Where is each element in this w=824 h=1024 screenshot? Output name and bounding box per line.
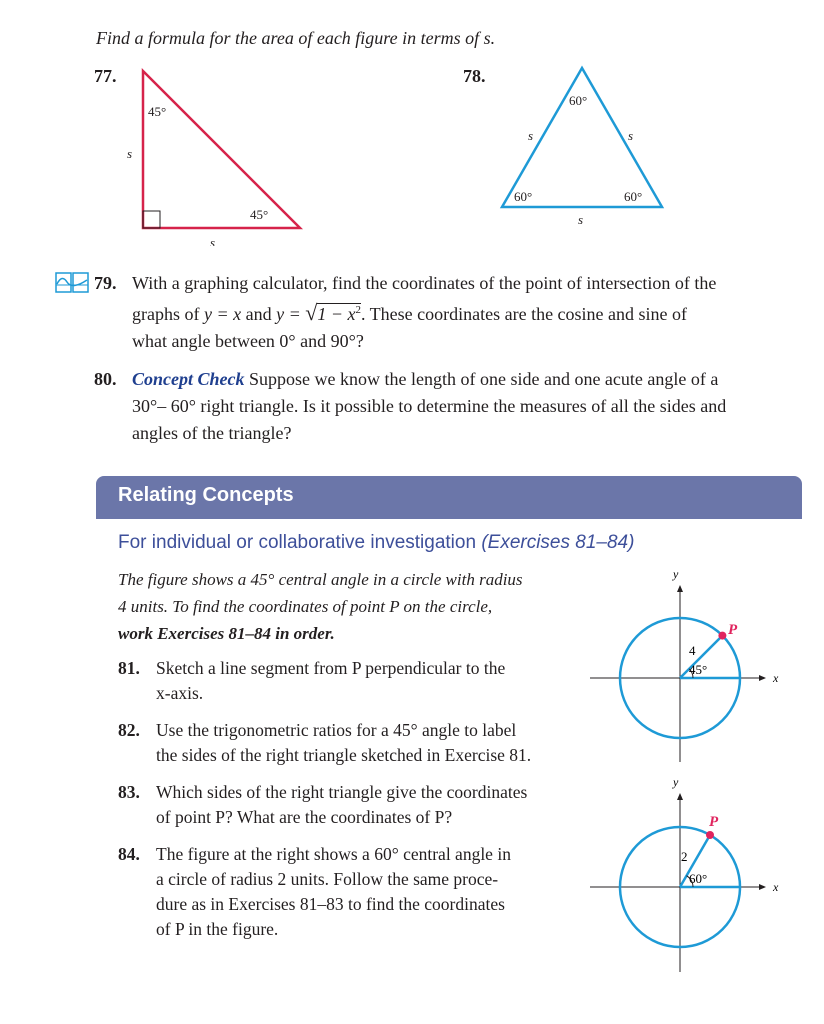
exercise-84-line3: dure as in Exercises 81–83 to find the coordinates bbox=[156, 894, 505, 914]
relating-concepts-rule bbox=[96, 518, 802, 519]
x-axis-label: x bbox=[773, 880, 779, 894]
radicand-text: 1 − x bbox=[317, 304, 356, 324]
exercise-81-number: 81. bbox=[118, 658, 140, 678]
fig78-right-angle: 60° bbox=[624, 189, 643, 204]
equation-1: y = x bbox=[203, 304, 242, 324]
exercise-79-line1: With a graphing calculator, find the coordinates of the point of intersection of the bbox=[132, 273, 717, 293]
equation-2-lhs: y = bbox=[276, 304, 301, 324]
intro-line1: The figure shows a 45° central angle in a circle with radius bbox=[118, 570, 523, 589]
point-p bbox=[706, 831, 714, 839]
relating-concepts-title: Relating Concepts bbox=[118, 484, 294, 506]
fig78-right-side: s bbox=[628, 128, 634, 143]
exercise-77-number: 77. bbox=[94, 66, 117, 86]
y-axis-label: y bbox=[673, 775, 679, 789]
fig77-right-angle: 45° bbox=[250, 207, 269, 222]
fig77-bottom-side: s bbox=[210, 235, 216, 246]
ex79-text-and: and bbox=[245, 304, 272, 324]
exercise-81-line2: x-axis. bbox=[156, 683, 204, 703]
exercise-78-number: 78. bbox=[463, 66, 486, 86]
intro-line2: 4 units. To find the coordinates of point P on the circle, bbox=[118, 597, 493, 616]
right-angle-marker bbox=[143, 211, 160, 228]
exercise-81 bbox=[118, 656, 578, 706]
radicand-exponent: 2 bbox=[355, 304, 361, 316]
fig77-left-side: s bbox=[127, 146, 133, 161]
radius-label: 2 bbox=[681, 849, 688, 864]
exercise-83-line1: Which sides of the right triangle give the coordinates bbox=[156, 782, 528, 802]
exercise-82-line1: Use the trigonometric ratios for a 45° angle to label bbox=[156, 720, 517, 740]
angle-label: 60° bbox=[689, 871, 708, 886]
angle-label: 45° bbox=[689, 662, 708, 677]
exercise-80-line2: 30°– 60° right triangle. Is it possible to determine the measures of all the sides and bbox=[132, 396, 727, 416]
exercise-80 bbox=[94, 366, 804, 447]
radical-sign: √ bbox=[305, 300, 318, 325]
exercise-81-line1: Sketch a line segment from P perpendicular to the bbox=[156, 658, 506, 678]
exercise-84-number: 84. bbox=[118, 844, 140, 864]
x-axis-label: x bbox=[773, 671, 779, 685]
radius-label: 4 bbox=[689, 643, 696, 658]
exercise-83-line2: of point P? What are the coordinates of P? bbox=[156, 807, 453, 827]
exercise-83-number: 83. bbox=[118, 782, 140, 802]
ex80-text-line1: Suppose we know the length of one side and one acute angle of a bbox=[249, 369, 719, 389]
exercise-84-line4: of P in the figure. bbox=[156, 919, 279, 939]
ex79-text-these-coordinates: . These coordinates are the cosine and sine of bbox=[360, 304, 688, 324]
exercise-79-line3: what angle between 0° and 90°? bbox=[132, 331, 364, 351]
triangle-77 bbox=[143, 71, 300, 228]
exercise-84 bbox=[118, 842, 578, 942]
fig77-top-angle: 45° bbox=[148, 104, 167, 119]
exercise-80-line3: angles of the triangle? bbox=[132, 423, 292, 443]
exercise-83 bbox=[118, 780, 578, 830]
intro-line3 bbox=[118, 620, 568, 647]
figure-77-triangle bbox=[110, 66, 310, 246]
exercise-84-line2: a circle of radius 2 units. Follow the same proce- bbox=[156, 869, 499, 889]
fig78-left-angle: 60° bbox=[514, 189, 533, 204]
instructions: Find a formula for the area of each figure in terms of s. bbox=[96, 28, 496, 48]
triangle-78 bbox=[502, 68, 662, 207]
point-p-label: P bbox=[709, 814, 719, 830]
ex79-text-graphs-of: graphs of bbox=[132, 304, 200, 324]
graphing-calculator-icon bbox=[55, 272, 91, 294]
exercise-82-number: 82. bbox=[118, 720, 140, 740]
exercise-79-line2 bbox=[132, 297, 804, 328]
fig78-bottom-side: s bbox=[578, 212, 584, 227]
radicand bbox=[317, 303, 361, 324]
point-p-label: P bbox=[728, 622, 738, 638]
intro-line3-bold: work Exercises 81–84 in order. bbox=[118, 624, 335, 643]
point-p bbox=[718, 632, 726, 640]
exercise-80-number: 80. bbox=[94, 369, 117, 389]
exercise-82-line2: the sides of the right triangle sketched in Exercise 81. bbox=[156, 745, 532, 765]
exercise-79-number: 79. bbox=[94, 273, 117, 293]
y-axis-label: y bbox=[673, 567, 679, 581]
fig78-top-angle: 60° bbox=[569, 93, 588, 108]
subtitle-text: For individual or collaborative investigation bbox=[118, 532, 477, 553]
subtitle-exercise-ref: (Exercises 81–84) bbox=[481, 532, 635, 553]
fig78-left-side: s bbox=[528, 128, 534, 143]
circle-figure-60 bbox=[585, 772, 805, 977]
concept-check-label: Concept Check bbox=[132, 369, 245, 389]
exercise-79 bbox=[94, 270, 804, 355]
exercise-82 bbox=[118, 718, 578, 768]
relating-concepts-intro bbox=[118, 566, 568, 647]
figure-78-triangle bbox=[490, 60, 680, 235]
circle-figure-45 bbox=[585, 564, 805, 769]
exercise-84-line1: The figure at the right shows a 60° central angle in bbox=[156, 844, 511, 864]
exercise-80-line1 bbox=[132, 366, 804, 393]
relating-concepts-subtitle bbox=[118, 532, 634, 554]
